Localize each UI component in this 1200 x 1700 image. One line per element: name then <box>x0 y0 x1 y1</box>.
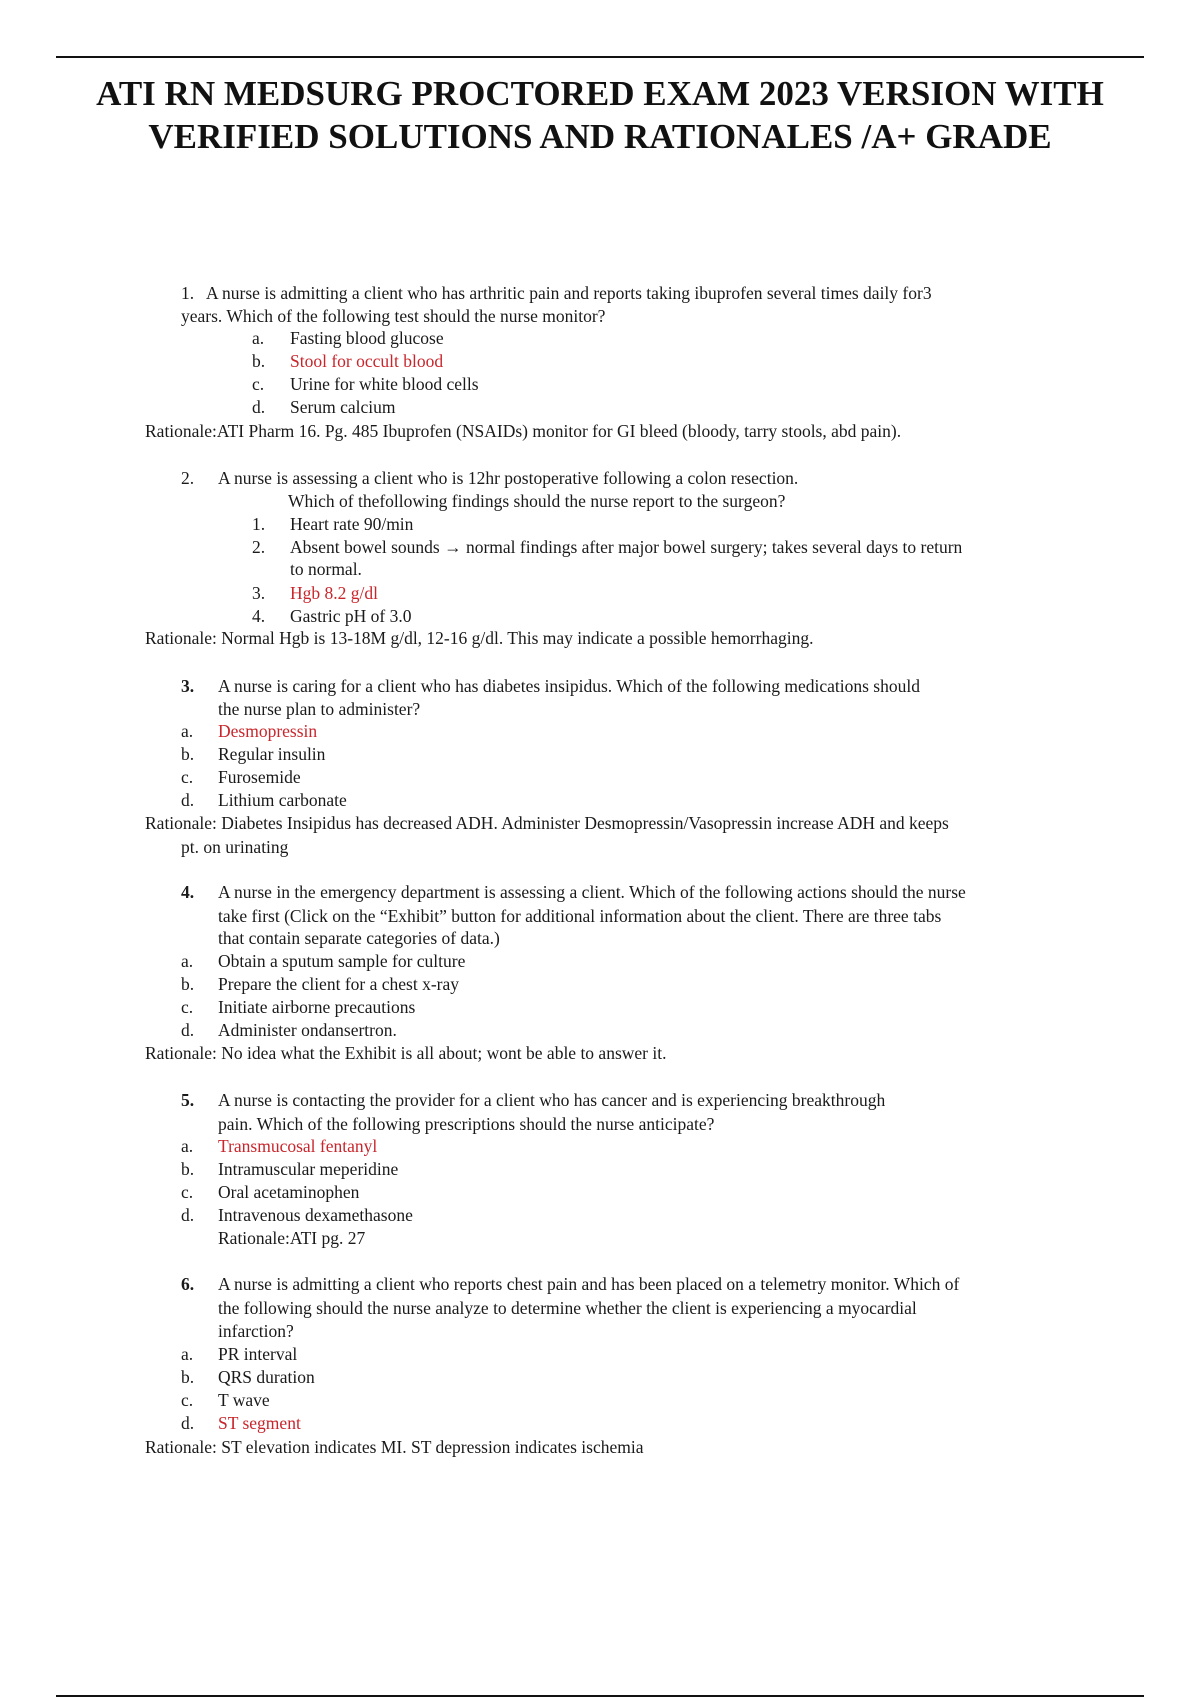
option-marker: 3. <box>252 583 266 603</box>
option-marker: a. <box>252 328 265 348</box>
question-stem: Which of thefollowing findings should the nurse report to the surgeon? <box>288 491 786 511</box>
rationale: Rationale: Normal Hgb is 13-18M g/dl, 12-16 g/dl. This may indicate a possible hemorrhaging. <box>145 628 814 648</box>
rationale: Rationale: No idea what the Exhibit is all about; wont be able to answer it. <box>145 1043 667 1063</box>
question-stem: A nurse is admitting a client who has arthritic pain and reports taking ibuprofen several times daily for3 <box>206 283 932 303</box>
option-marker: a. <box>181 1136 194 1156</box>
question-stem: pain. Which of the following prescriptions should the nurse anticipate? <box>218 1114 715 1134</box>
option-text: Urine for white blood cells <box>290 374 479 394</box>
option-text: Prepare the client for a chest x-ray <box>218 974 459 994</box>
option-marker: d. <box>181 1020 195 1040</box>
option-text: Initiate airborne precautions <box>218 997 416 1017</box>
option-marker: d. <box>181 1205 195 1225</box>
option-text: QRS duration <box>218 1367 315 1387</box>
question-number: 6. <box>181 1274 195 1294</box>
option-marker: c. <box>181 767 194 787</box>
option-marker: 1. <box>252 514 266 534</box>
option-marker: d. <box>181 1413 195 1433</box>
option-marker: b. <box>252 351 266 371</box>
option-marker: b. <box>181 744 195 764</box>
correct-answer: Hgb 8.2 g/dl <box>290 583 378 603</box>
option-text: Absent bowel sounds → normal findings after major bowel surgery; takes several days to return <box>290 537 963 557</box>
option-marker: a. <box>181 951 194 971</box>
option-text: Gastric pH of 3.0 <box>290 606 412 626</box>
option-text: Fasting blood glucose <box>290 328 444 348</box>
question-stem: that contain separate categories of data.) <box>218 928 500 948</box>
option-text: Oral acetaminophen <box>218 1182 360 1202</box>
question-stem: A nurse is contacting the provider for a client who has cancer and is experiencing breakthrough <box>218 1090 886 1110</box>
option-marker: c. <box>252 374 265 394</box>
correct-answer: Desmopressin <box>218 721 318 741</box>
option-text: Obtain a sputum sample for culture <box>218 951 466 971</box>
question-number: 1. <box>181 283 195 303</box>
rationale: Rationale:ATI Pharm 16. Pg. 485 Ibuprofen (NSAIDs) monitor for GI bleed (bloody, tarry stools, abd pain). <box>145 421 902 441</box>
option-text: Serum calcium <box>290 397 396 417</box>
document-title: ATI RN MEDSURG PROCTORED EXAM 2023 VERSION WITH VERIFIED SOLUTIONS AND RATIONALES /A+ GRADE <box>96 74 1104 156</box>
option-marker: a. <box>181 1344 194 1364</box>
option-text: PR interval <box>218 1344 298 1364</box>
option-text: Furosemide <box>218 767 301 787</box>
question-stem: the following should the nurse analyze to determine whether the client is experiencing a myocardial <box>218 1298 917 1318</box>
rationale: Rationale:ATI pg. 27 <box>218 1228 366 1248</box>
question-stem: A nurse is admitting a client who reports chest pain and has been placed on a telemetry monitor. Which of <box>218 1274 960 1294</box>
correct-answer: Stool for occult blood <box>290 351 444 371</box>
question-stem: A nurse is assessing a client who is 12hr postoperative following a colon resection. <box>218 468 799 488</box>
option-marker: d. <box>252 397 266 417</box>
option-text: Intramuscular meperidine <box>218 1159 399 1179</box>
option-text: Regular insulin <box>218 744 326 764</box>
option-text: T wave <box>218 1390 270 1410</box>
question-stem: A nurse is caring for a client who has diabetes insipidus. Which of the following medications should <box>218 676 920 696</box>
option-marker: d. <box>181 790 195 810</box>
question-stem: the nurse plan to administer? <box>218 699 421 719</box>
question-stem: take first (Click on the “Exhibit” button for additional information about the client. There are three tabs <box>218 906 942 926</box>
option-text: Intravenous dexamethasone <box>218 1205 413 1225</box>
option-marker: 2. <box>252 537 266 557</box>
rationale-continued: pt. on urinating <box>181 837 289 857</box>
option-marker: c. <box>181 997 194 1017</box>
option-marker: b. <box>181 1367 195 1387</box>
top-rule <box>56 56 1144 58</box>
question-number: 5. <box>181 1090 195 1110</box>
question-stem: infarction? <box>218 1321 294 1341</box>
option-text: Lithium carbonate <box>218 790 347 810</box>
option-text: Heart rate 90/min <box>290 514 414 534</box>
correct-answer: ST segment <box>218 1413 301 1433</box>
option-marker: c. <box>181 1390 194 1410</box>
question-stem: A nurse in the emergency department is assessing a client. Which of the following actions should the nurse <box>218 882 966 902</box>
option-marker: b. <box>181 974 195 994</box>
question-number: 4. <box>181 882 195 902</box>
question-number: 2. <box>181 468 195 488</box>
option-marker: a. <box>181 721 194 741</box>
option-marker: 4. <box>252 606 266 626</box>
question-number: 3. <box>181 676 195 696</box>
correct-answer: Transmucosal fentanyl <box>218 1136 378 1156</box>
option-marker: b. <box>181 1159 195 1179</box>
question-stem: years. Which of the following test should the nurse monitor? <box>181 306 606 326</box>
option-text: Administer ondansertron. <box>218 1020 397 1040</box>
option-marker: c. <box>181 1182 194 1202</box>
rationale: Rationale: Diabetes Insipidus has decreased ADH. Administer Desmopressin/Vasopressin increase ADH and keeps <box>145 813 949 833</box>
bottom-rule <box>56 1695 1144 1697</box>
rationale: Rationale: ST elevation indicates MI. ST depression indicates ischemia <box>145 1437 644 1457</box>
option-text-continued: to normal. <box>290 559 362 579</box>
